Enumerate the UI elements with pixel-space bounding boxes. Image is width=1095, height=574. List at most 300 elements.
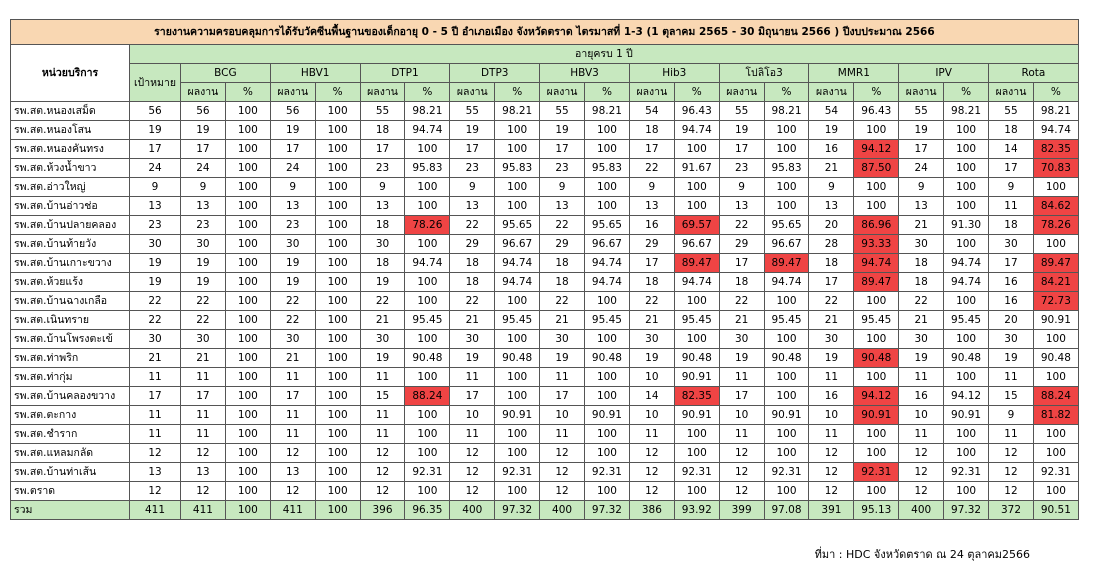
vaccine-header: Rota — [989, 64, 1079, 83]
percent-cell: 100 — [405, 444, 450, 463]
percent-cell: 100 — [225, 406, 270, 425]
percent-cell: 100 — [764, 482, 809, 501]
percent-header: % — [1033, 83, 1078, 102]
result-cell: 30 — [270, 235, 315, 254]
result-header: ผลงาน — [270, 83, 315, 102]
result-cell: 20 — [809, 216, 854, 235]
percent-cell: 96.67 — [585, 235, 630, 254]
table-row — [11, 387, 1079, 406]
percent-cell: 70.83 — [1033, 159, 1078, 178]
percent-cell: 95.45 — [854, 311, 899, 330]
result-cell: 13 — [450, 197, 495, 216]
result-cell: 11 — [629, 425, 674, 444]
percent-cell: 90.48 — [405, 349, 450, 368]
result-cell: 17 — [629, 140, 674, 159]
percent-cell: 100 — [854, 121, 899, 140]
percent-cell: 82.35 — [674, 387, 719, 406]
percent-cell: 100 — [674, 292, 719, 311]
percent-cell: 100 — [764, 444, 809, 463]
percent-cell: 100 — [1033, 330, 1078, 349]
percent-cell: 94.74 — [495, 254, 540, 273]
table-row — [11, 121, 1079, 140]
total-result-cell: 411 — [181, 501, 226, 520]
result-cell: 9 — [540, 178, 585, 197]
result-cell: 11 — [360, 425, 405, 444]
result-cell: 17 — [450, 140, 495, 159]
result-header: ผลงาน — [629, 83, 674, 102]
result-cell: 16 — [809, 387, 854, 406]
result-cell: 13 — [270, 197, 315, 216]
table-row — [11, 102, 1079, 121]
percent-cell: 100 — [405, 140, 450, 159]
result-cell: 12 — [270, 482, 315, 501]
total-result-cell: 399 — [719, 501, 764, 520]
result-cell: 30 — [899, 235, 944, 254]
percent-cell: 92.31 — [944, 463, 989, 482]
percent-cell: 100 — [315, 254, 360, 273]
result-cell: 13 — [360, 197, 405, 216]
percent-cell: 100 — [944, 121, 989, 140]
result-cell: 29 — [540, 235, 585, 254]
unit-name: รพ.สต.อ่าวใหญ่ — [11, 178, 130, 197]
percent-cell: 92.31 — [1033, 463, 1078, 482]
percent-cell: 72.73 — [1033, 292, 1078, 311]
percent-cell: 100 — [315, 330, 360, 349]
total-result-cell: 396 — [360, 501, 405, 520]
table-row — [11, 368, 1079, 387]
result-cell: 13 — [181, 463, 226, 482]
result-cell: 17 — [540, 140, 585, 159]
source-note: ที่มา : HDC จังหวัดตราด ณ 24 ตุลาคม2566 — [814, 548, 1030, 561]
result-cell: 19 — [181, 121, 226, 140]
percent-cell: 100 — [225, 444, 270, 463]
total-percent-cell: 100 — [225, 501, 270, 520]
result-cell: 11 — [270, 425, 315, 444]
percent-cell: 100 — [854, 178, 899, 197]
percent-cell: 100 — [225, 197, 270, 216]
percent-cell: 90.48 — [495, 349, 540, 368]
percent-cell: 91.30 — [944, 216, 989, 235]
percent-header: % — [854, 83, 899, 102]
percent-cell: 100 — [405, 197, 450, 216]
result-cell: 12 — [360, 444, 405, 463]
result-header: ผลงาน — [719, 83, 764, 102]
percent-cell: 96.43 — [674, 102, 719, 121]
percent-cell: 92.31 — [764, 463, 809, 482]
percent-cell: 90.91 — [944, 406, 989, 425]
result-cell: 19 — [629, 349, 674, 368]
result-cell: 10 — [809, 406, 854, 425]
percent-cell: 100 — [585, 292, 630, 311]
percent-cell: 89.47 — [854, 273, 899, 292]
percent-cell: 94.74 — [405, 254, 450, 273]
percent-cell: 100 — [495, 330, 540, 349]
percent-cell: 100 — [495, 121, 540, 140]
total-percent-cell: 97.32 — [585, 501, 630, 520]
result-cell: 10 — [540, 406, 585, 425]
percent-cell: 100 — [585, 368, 630, 387]
target-cell: 12 — [130, 482, 181, 501]
result-cell: 12 — [899, 444, 944, 463]
percent-header: % — [405, 83, 450, 102]
percent-cell: 95.45 — [405, 311, 450, 330]
result-cell: 22 — [450, 216, 495, 235]
result-cell: 54 — [809, 102, 854, 121]
result-cell: 21 — [450, 311, 495, 330]
result-cell: 12 — [989, 444, 1034, 463]
percent-cell: 91.67 — [674, 159, 719, 178]
table-row — [11, 140, 1079, 159]
result-cell: 29 — [629, 235, 674, 254]
percent-cell: 92.31 — [405, 463, 450, 482]
target-cell: 21 — [130, 349, 181, 368]
result-header: ผลงาน — [540, 83, 585, 102]
percent-cell: 96.67 — [495, 235, 540, 254]
result-cell: 19 — [809, 121, 854, 140]
result-cell: 22 — [181, 311, 226, 330]
percent-cell: 95.45 — [585, 311, 630, 330]
result-cell: 29 — [450, 235, 495, 254]
unit-name: รพ.สต.ห้วงน้ำขาว — [11, 159, 130, 178]
result-cell: 23 — [360, 159, 405, 178]
result-cell: 11 — [181, 425, 226, 444]
table-row — [11, 444, 1079, 463]
result-cell: 12 — [629, 444, 674, 463]
unit-name: รพ.สต.หนองเสม็ด — [11, 102, 130, 121]
total-row — [11, 501, 1079, 520]
result-cell: 30 — [989, 235, 1034, 254]
result-cell: 9 — [181, 178, 226, 197]
result-cell: 22 — [270, 311, 315, 330]
result-cell: 23 — [540, 159, 585, 178]
percent-cell: 95.83 — [495, 159, 540, 178]
vaccine-header: IPV — [899, 64, 989, 83]
result-cell: 22 — [181, 292, 226, 311]
result-cell: 17 — [719, 254, 764, 273]
result-cell: 11 — [360, 406, 405, 425]
result-cell: 13 — [181, 197, 226, 216]
percent-cell: 96.67 — [764, 235, 809, 254]
target-cell: 30 — [130, 235, 181, 254]
result-cell: 22 — [629, 159, 674, 178]
percent-cell: 95.83 — [405, 159, 450, 178]
result-cell: 23 — [719, 159, 764, 178]
percent-cell: 100 — [495, 292, 540, 311]
result-cell: 17 — [629, 254, 674, 273]
percent-cell: 88.24 — [405, 387, 450, 406]
result-cell: 12 — [450, 463, 495, 482]
result-cell: 23 — [450, 159, 495, 178]
result-cell: 16 — [629, 216, 674, 235]
table-row — [11, 254, 1079, 273]
result-cell: 16 — [989, 292, 1034, 311]
percent-cell: 100 — [944, 178, 989, 197]
percent-cell: 100 — [495, 482, 540, 501]
result-cell: 22 — [540, 292, 585, 311]
result-cell: 17 — [809, 273, 854, 292]
result-cell: 11 — [450, 368, 495, 387]
result-cell: 19 — [540, 121, 585, 140]
percent-cell: 100 — [854, 368, 899, 387]
target-cell: 11 — [130, 406, 181, 425]
percent-cell: 100 — [495, 197, 540, 216]
percent-cell: 100 — [585, 330, 630, 349]
percent-header: % — [674, 83, 719, 102]
percent-cell: 92.31 — [674, 463, 719, 482]
result-cell: 21 — [809, 159, 854, 178]
percent-cell: 95.45 — [495, 311, 540, 330]
percent-cell: 100 — [764, 292, 809, 311]
result-cell: 17 — [899, 140, 944, 159]
result-cell: 19 — [809, 349, 854, 368]
target-cell: 22 — [130, 311, 181, 330]
result-cell: 14 — [629, 387, 674, 406]
result-cell: 17 — [989, 159, 1034, 178]
result-cell: 12 — [719, 444, 764, 463]
percent-cell: 100 — [585, 121, 630, 140]
percent-cell: 100 — [854, 292, 899, 311]
result-cell: 12 — [629, 482, 674, 501]
percent-cell: 90.91 — [674, 368, 719, 387]
unit-name: รพ.สต.หนองคันทรง — [11, 140, 130, 159]
result-header: ผลงาน — [899, 83, 944, 102]
total-result-cell: 400 — [450, 501, 495, 520]
result-cell: 21 — [629, 311, 674, 330]
title-row — [11, 20, 1079, 45]
percent-cell: 100 — [315, 463, 360, 482]
unit-name: รพ.สต.บ้านปลายคลอง — [11, 216, 130, 235]
result-cell: 11 — [989, 368, 1034, 387]
percent-cell: 100 — [225, 292, 270, 311]
result-cell: 11 — [270, 368, 315, 387]
result-cell: 16 — [809, 140, 854, 159]
result-cell: 30 — [360, 330, 405, 349]
result-cell: 18 — [719, 273, 764, 292]
percent-cell: 100 — [225, 482, 270, 501]
result-cell: 22 — [450, 292, 495, 311]
unit-name: รพ.สต.บ้านฉางเกลือ — [11, 292, 130, 311]
percent-cell: 100 — [1033, 444, 1078, 463]
result-cell: 9 — [270, 178, 315, 197]
unit-name: รพ.สต.ตะกาง — [11, 406, 130, 425]
percent-cell: 100 — [405, 368, 450, 387]
vaccine-header: DTP1 — [360, 64, 450, 83]
result-cell: 19 — [989, 349, 1034, 368]
percent-cell: 100 — [225, 311, 270, 330]
percent-cell: 100 — [225, 273, 270, 292]
table-row — [11, 197, 1079, 216]
percent-cell: 90.91 — [495, 406, 540, 425]
percent-cell: 100 — [315, 406, 360, 425]
percent-cell: 94.74 — [854, 254, 899, 273]
result-cell: 11 — [719, 368, 764, 387]
table-row — [11, 349, 1079, 368]
result-cell: 19 — [270, 254, 315, 273]
result-cell: 22 — [540, 216, 585, 235]
result-cell: 18 — [450, 273, 495, 292]
percent-cell: 90.48 — [1033, 349, 1078, 368]
percent-cell: 100 — [315, 121, 360, 140]
percent-cell: 90.91 — [1033, 311, 1078, 330]
table-head — [11, 20, 1079, 102]
percent-cell: 100 — [1033, 425, 1078, 444]
result-cell: 12 — [540, 463, 585, 482]
result-cell: 21 — [719, 311, 764, 330]
percent-cell: 100 — [315, 311, 360, 330]
result-cell: 22 — [360, 292, 405, 311]
percent-cell: 90.48 — [854, 349, 899, 368]
result-cell: 21 — [270, 349, 315, 368]
result-cell: 10 — [629, 406, 674, 425]
percent-cell: 94.74 — [944, 254, 989, 273]
percent-cell: 100 — [315, 387, 360, 406]
result-header: ผลงาน — [989, 83, 1034, 102]
result-cell: 12 — [270, 444, 315, 463]
percent-header: % — [585, 83, 630, 102]
result-cell: 15 — [989, 387, 1034, 406]
percent-cell: 100 — [674, 330, 719, 349]
result-cell: 13 — [899, 197, 944, 216]
result-cell: 11 — [360, 368, 405, 387]
table-row — [11, 330, 1079, 349]
result-cell: 18 — [899, 273, 944, 292]
percent-cell: 100 — [225, 102, 270, 121]
result-cell: 55 — [719, 102, 764, 121]
target-cell: 22 — [130, 292, 181, 311]
percent-cell: 100 — [225, 159, 270, 178]
percent-cell: 100 — [315, 140, 360, 159]
result-cell: 21 — [899, 311, 944, 330]
unit-name: รพ.สต.บ้านคลองขวาง — [11, 387, 130, 406]
result-cell: 18 — [989, 121, 1034, 140]
percent-cell: 100 — [225, 349, 270, 368]
age-group-header: อายุครบ 1 ปี — [130, 45, 1079, 64]
percent-cell: 100 — [315, 235, 360, 254]
result-cell: 12 — [181, 444, 226, 463]
result-cell: 16 — [989, 273, 1034, 292]
table-row — [11, 273, 1079, 292]
percent-cell: 100 — [315, 444, 360, 463]
percent-cell: 100 — [674, 425, 719, 444]
unit-name: รพ.สต.บ้านโพรงตะเข้ — [11, 330, 130, 349]
result-cell: 12 — [809, 463, 854, 482]
result-cell: 24 — [181, 159, 226, 178]
total-percent-cell: 96.35 — [405, 501, 450, 520]
result-cell: 55 — [899, 102, 944, 121]
percent-cell: 100 — [674, 444, 719, 463]
result-header: ผลงาน — [360, 83, 405, 102]
vaccine-header: Hib3 — [629, 64, 719, 83]
result-cell: 19 — [899, 349, 944, 368]
percent-cell: 100 — [405, 178, 450, 197]
percent-cell: 78.26 — [405, 216, 450, 235]
target-cell: 19 — [130, 273, 181, 292]
percent-cell: 90.91 — [674, 406, 719, 425]
result-cell: 55 — [540, 102, 585, 121]
result-cell: 22 — [629, 292, 674, 311]
vaccine-header: HBV3 — [540, 64, 630, 83]
result-cell: 12 — [719, 463, 764, 482]
result-cell: 9 — [629, 178, 674, 197]
report-title: รายงานความครอบคลุมการได้รับวัคซีนพื้นฐานของเด็กอายุ 0 - 5 ปี อำเภอเมือง จังหวัดตราด ไตรมาสที่ 1-3 (1 ตุลาคม 2565 - 30 มิถุนายน 2566 ) ปีงบประมาณ 2566 — [11, 20, 1079, 45]
result-header: ผลงาน — [809, 83, 854, 102]
percent-cell: 93.33 — [854, 235, 899, 254]
target-cell: 12 — [130, 444, 181, 463]
total-result-cell: 400 — [540, 501, 585, 520]
result-cell: 10 — [719, 406, 764, 425]
percent-cell: 100 — [944, 159, 989, 178]
result-cell: 17 — [360, 140, 405, 159]
percent-cell: 100 — [854, 444, 899, 463]
result-cell: 18 — [629, 273, 674, 292]
percent-cell: 100 — [405, 273, 450, 292]
percent-cell: 96.43 — [854, 102, 899, 121]
target-cell: 13 — [130, 463, 181, 482]
percent-cell: 100 — [225, 330, 270, 349]
target-cell: 19 — [130, 254, 181, 273]
result-cell: 16 — [899, 387, 944, 406]
percent-cell: 92.31 — [854, 463, 899, 482]
percent-cell: 100 — [854, 425, 899, 444]
percent-cell: 100 — [225, 140, 270, 159]
unit-name: รพ.สต.บ้านท้ายวัง — [11, 235, 130, 254]
percent-cell: 100 — [764, 425, 809, 444]
result-cell: 11 — [540, 425, 585, 444]
unit-header: หน่วยบริการ — [11, 45, 130, 102]
percent-cell: 100 — [944, 425, 989, 444]
percent-cell: 100 — [405, 425, 450, 444]
percent-cell: 89.47 — [674, 254, 719, 273]
percent-cell: 100 — [585, 178, 630, 197]
percent-cell: 100 — [495, 140, 540, 159]
percent-cell: 100 — [674, 482, 719, 501]
percent-cell: 100 — [854, 330, 899, 349]
target-cell: 17 — [130, 387, 181, 406]
percent-header: % — [225, 83, 270, 102]
percent-cell: 100 — [764, 140, 809, 159]
target-cell: 24 — [130, 159, 181, 178]
percent-cell: 94.74 — [405, 121, 450, 140]
percent-cell: 87.50 — [854, 159, 899, 178]
target-cell: 23 — [130, 216, 181, 235]
result-cell: 22 — [270, 292, 315, 311]
result-cell: 11 — [181, 406, 226, 425]
percent-cell: 86.96 — [854, 216, 899, 235]
percent-cell: 100 — [495, 387, 540, 406]
percent-cell: 95.65 — [764, 216, 809, 235]
result-cell: 9 — [809, 178, 854, 197]
result-cell: 17 — [181, 387, 226, 406]
percent-cell: 100 — [1033, 482, 1078, 501]
result-cell: 30 — [181, 235, 226, 254]
percent-header: % — [944, 83, 989, 102]
result-cell: 12 — [360, 482, 405, 501]
result-cell: 17 — [270, 140, 315, 159]
unit-name: รพ.สต.เนินทราย — [11, 311, 130, 330]
total-percent-cell: 90.51 — [1033, 501, 1078, 520]
result-cell: 18 — [989, 216, 1034, 235]
result-cell: 19 — [450, 349, 495, 368]
result-cell: 18 — [540, 273, 585, 292]
percent-cell: 100 — [225, 425, 270, 444]
total-result-cell: 411 — [270, 501, 315, 520]
age-group-row — [11, 45, 1079, 64]
result-cell: 19 — [270, 121, 315, 140]
total-result-cell: 391 — [809, 501, 854, 520]
percent-cell: 90.48 — [674, 349, 719, 368]
percent-cell: 100 — [225, 178, 270, 197]
result-cell: 12 — [989, 463, 1034, 482]
